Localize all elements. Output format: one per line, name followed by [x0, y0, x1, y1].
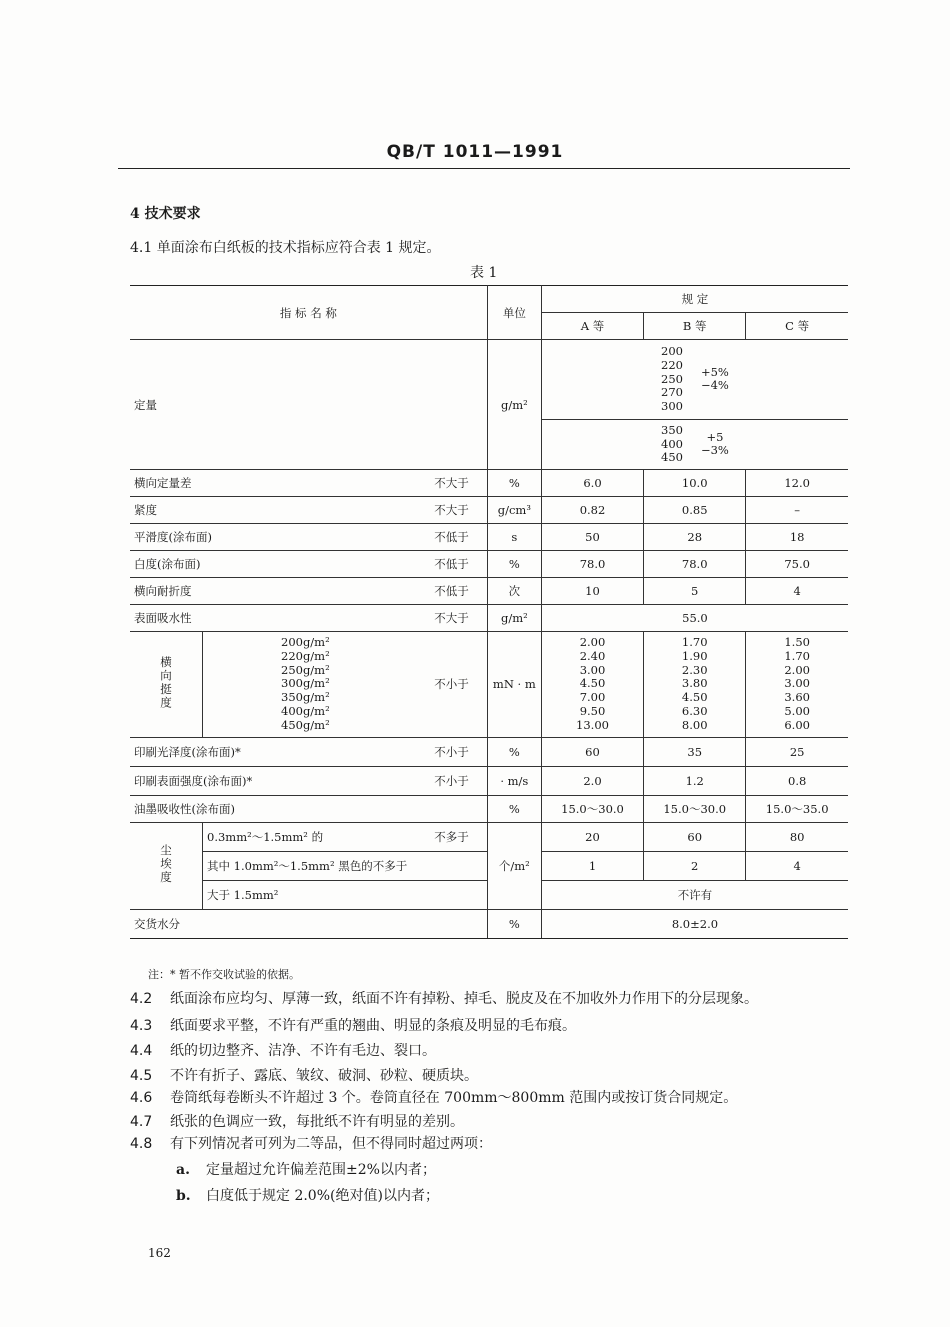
row-name: 定量: [130, 340, 487, 470]
header-grade-b: B 等: [644, 313, 746, 340]
table-row: [130, 340, 848, 420]
list-item: 4.7 纸张的色调应一致，每批纸不许有明显的差别。: [130, 1114, 464, 1130]
page-number: 162: [148, 1246, 171, 1260]
list-item: 4.4 纸的切边整齐、洁净、不许有毛边、裂口。: [130, 1043, 436, 1059]
list-item: 4.5 不许有折子、露底、皱纹、破洞、砂粒、硬质块。: [130, 1068, 478, 1084]
row-unit: g/m²: [487, 340, 541, 470]
sub-item: a. 定量超过允许偏差范围±2%以内者；: [176, 1162, 436, 1178]
list-item: 4.6 卷筒纸每卷断头不许超过 3 个。卷筒直径在 700mm～800mm 范围内或按订货合同规定。: [130, 1090, 738, 1106]
dust-label: 尘埃度: [130, 822, 203, 909]
header-grade-c: C 等: [746, 313, 848, 340]
header-row: [130, 286, 848, 313]
table-row: 横向耐折度 不低于 次 10 5 4: [130, 578, 848, 605]
section-heading: 4 技术要求: [130, 206, 201, 222]
header-unit: 单位: [487, 286, 541, 340]
stiffness-label: 横向挺度: [130, 632, 203, 738]
spec-table: [130, 285, 848, 939]
dust-row: 大于 1.5mm² 不许有: [130, 880, 848, 909]
table-row: 印刷表面强度(涂布面)* 不小于 · m/s 2.0 1.2 0.8: [130, 766, 848, 795]
header-rule: [118, 168, 850, 169]
table-row: 紧度 不大于 g/cm³ 0.82 0.85 –: [130, 497, 848, 524]
sub-item: b. 白度低于规定 2.0%(绝对值)以内者；: [176, 1188, 439, 1204]
list-item: 4.2 纸面涂布应均匀、厚薄一致，纸面不许有掉粉、掉毛、脱皮及在不加收外力作用下的分层现象。: [130, 991, 758, 1007]
table-row: 交货水分 % 8.0±2.0: [130, 909, 848, 938]
basis-weight-group2: [541, 420, 848, 470]
table-caption: 表 1: [470, 265, 498, 281]
table-row: 横向定量差 不大于 % 6.0 10.0 12.0: [130, 470, 848, 497]
header-spec: 规 定: [541, 286, 848, 313]
table-note: 注：* 暂不作交收试验的依据。: [148, 968, 300, 981]
stiffness-c: 1.50 1.70 2.00 3.00 3.60 5.00 6.00: [746, 632, 848, 738]
section-paragraph: 4.1 单面涂布白纸板的技术指标应符合表 1 规定。: [130, 240, 441, 256]
table-row: 油墨吸收性(涂布面) % 15.0～30.0 15.0～30.0 15.0～35.0: [130, 795, 848, 822]
header-grade-a: A 等: [541, 313, 643, 340]
weight-values: 200 220 250 270 300: [661, 344, 683, 414]
table-row: 表面吸水性 不大于 g/m² 55.0: [130, 605, 848, 632]
table-row: 印刷光泽度(涂布面)* 不小于 % 60 35 25: [130, 737, 848, 766]
header-name: 指 标 名 称: [130, 286, 487, 340]
dust-row: 尘埃度 0.3mm²～1.5mm² 的 不多于 个/m² 20 60 80: [130, 822, 848, 851]
dust-row: 其中 1.0mm²～1.5mm² 黑色的不多于 1 2 4: [130, 851, 848, 880]
stiffness-row: 横向挺度 200g/m² 220g/m² 250g/m² 300g/m² 350g/m² 400g/m² 450g/m² 不小于 mN · m 2.00 2.40 3.00 4.50 7.00 9.50 13.00 1.70 1.90 2.30 3.80 4.50 6.30 8.00 1.50 1.70 2.00 3.00 3.60 5.00 6.00: [130, 632, 848, 738]
table-row: 平滑度(涂布面) 不低于 s 50 28 18: [130, 524, 848, 551]
list-item: 4.3 纸面要求平整，不许有严重的翘曲、明显的条痕及明显的毛布痕。: [130, 1018, 576, 1034]
stiffness-a: 2.00 2.40 3.00 4.50 7.00 9.50 13.00: [541, 632, 643, 738]
table-row: 白度(涂布面) 不低于 % 78.0 78.0 75.0: [130, 551, 848, 578]
stiffness-b: 1.70 1.90 2.30 3.80 4.50 6.30 8.00: [644, 632, 746, 738]
weight-tolerance: +5 −3%: [700, 429, 729, 458]
basis-weight-group1: [541, 340, 848, 420]
stiffness-weights: 200g/m² 220g/m² 250g/m² 300g/m² 350g/m² 400g/m² 450g/m²: [281, 635, 330, 732]
list-item: 4.8 有下列情况者可列为二等品，但不得同时超过两项：: [130, 1136, 492, 1152]
weight-tolerance: +5% −4%: [700, 364, 729, 393]
standard-code: QB/T 1011—1991: [386, 142, 564, 162]
weight-values: 350 400 450: [661, 422, 683, 465]
